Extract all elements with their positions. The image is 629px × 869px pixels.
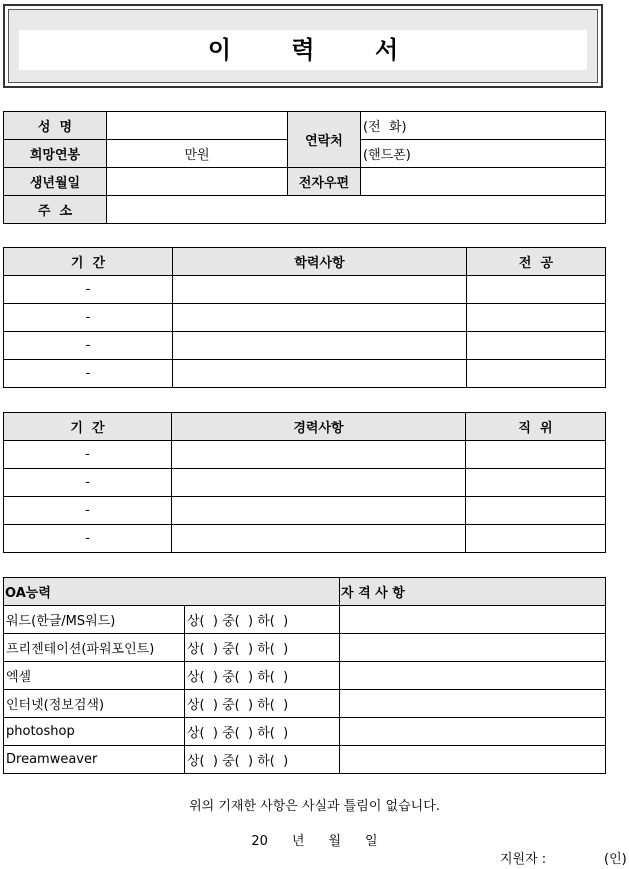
table-row	[4, 441, 606, 469]
edu-school-field[interactable]	[173, 276, 467, 304]
oa-level-selector[interactable]: 상( ) 중( ) 하( )	[185, 718, 340, 746]
oa-item-label: 프리젠테이션(파워포인트)	[4, 634, 185, 662]
salary-label: 희망연봉	[4, 140, 107, 168]
name-field[interactable]	[107, 112, 288, 140]
table-row	[4, 606, 606, 634]
career-period-field[interactable]: -	[4, 441, 172, 469]
contact-label: 연락처	[288, 112, 361, 168]
birth-label: 생년월일	[4, 168, 107, 196]
edu-period-field[interactable]: -	[4, 360, 173, 388]
career-position-header: 직 위	[466, 413, 606, 441]
certification-field[interactable]	[340, 690, 606, 718]
career-company-field[interactable]	[172, 525, 466, 553]
year-field[interactable]: 20	[251, 834, 268, 849]
oa-level-selector[interactable]: 상( ) 중( ) 하( )	[185, 634, 340, 662]
oa-level-selector[interactable]: 상( ) 중( ) 하( )	[185, 662, 340, 690]
oa-item-label: 워드(한글/MS워드)	[4, 606, 185, 634]
phone-field[interactable]: (전 화)	[361, 112, 606, 140]
table-row	[4, 497, 606, 525]
table-row	[4, 662, 606, 690]
title-band	[19, 30, 587, 70]
career-position-field[interactable]	[466, 497, 606, 525]
email-field[interactable]	[361, 168, 606, 196]
oa-item-label: Dreamweaver	[4, 746, 185, 774]
career-company-field[interactable]	[172, 469, 466, 497]
table-row	[4, 469, 606, 497]
page-title: 이 력 서	[207, 36, 425, 64]
certification-field[interactable]	[340, 662, 606, 690]
edu-period-header: 기 간	[4, 248, 173, 276]
career-table	[3, 412, 606, 553]
table-row	[4, 276, 606, 304]
career-period-field[interactable]: -	[4, 525, 172, 553]
birth-field[interactable]	[107, 168, 288, 196]
oa-level-selector[interactable]: 상( ) 중( ) 하( )	[185, 746, 340, 774]
edu-period-field[interactable]: -	[4, 276, 173, 304]
personal-info-table	[3, 111, 606, 224]
day-unit: 일	[365, 834, 378, 849]
edu-school-header: 학력사항	[173, 248, 467, 276]
edu-major-field[interactable]	[467, 276, 606, 304]
address-field[interactable]	[107, 196, 606, 224]
table-row	[4, 634, 606, 662]
title-frame	[8, 9, 598, 83]
table-row	[4, 718, 606, 746]
name-label: 성 명	[4, 112, 107, 140]
edu-school-field[interactable]	[173, 360, 467, 388]
address-label: 주 소	[4, 196, 107, 224]
edu-school-field[interactable]	[173, 332, 467, 360]
edu-major-header: 전 공	[467, 248, 606, 276]
title-box	[3, 4, 603, 88]
edu-period-field[interactable]: -	[4, 304, 173, 332]
table-row	[4, 304, 606, 332]
career-company-field[interactable]	[172, 497, 466, 525]
date-line	[0, 830, 629, 849]
career-period-field[interactable]: -	[4, 497, 172, 525]
table-row	[4, 690, 606, 718]
email-label: 전자우편	[288, 168, 361, 196]
table-row	[4, 525, 606, 553]
oa-level-selector[interactable]: 상( ) 중( ) 하( )	[185, 690, 340, 718]
oa-header: OA능력	[4, 578, 340, 606]
certification-field[interactable]	[340, 718, 606, 746]
certification-field[interactable]	[340, 746, 606, 774]
table-row	[4, 746, 606, 774]
certification-field[interactable]	[340, 634, 606, 662]
career-period-header: 기 간	[4, 413, 172, 441]
edu-major-field[interactable]	[467, 360, 606, 388]
certification-header: 자 격 사 항	[340, 578, 606, 606]
oa-item-label: 인터넷(정보검색)	[4, 690, 185, 718]
oa-item-label: photoshop	[4, 718, 185, 746]
declaration-text: 위의 기재한 사항은 사실과 틀림이 없습니다.	[189, 799, 440, 814]
career-company-field[interactable]	[172, 441, 466, 469]
month-unit: 월	[328, 834, 342, 849]
edu-major-field[interactable]	[467, 332, 606, 360]
salary-field[interactable]: 만원	[107, 140, 288, 168]
career-position-field[interactable]	[466, 441, 606, 469]
table-row	[4, 332, 606, 360]
mobile-field[interactable]: (핸드폰)	[361, 140, 606, 168]
edu-major-field[interactable]	[467, 304, 606, 332]
seal-label: (인)	[604, 852, 627, 867]
career-position-field[interactable]	[466, 469, 606, 497]
edu-school-field[interactable]	[173, 304, 467, 332]
career-position-field[interactable]	[466, 525, 606, 553]
oa-skills-table	[3, 577, 606, 774]
oa-level-selector[interactable]: 상( ) 중( ) 하( )	[185, 606, 340, 634]
year-unit: 년	[291, 834, 305, 849]
oa-item-label: 엑셀	[4, 662, 185, 690]
table-row	[4, 360, 606, 388]
certification-field[interactable]	[340, 606, 606, 634]
career-period-field[interactable]: -	[4, 469, 172, 497]
applicant-label: 지원자 :	[500, 852, 547, 867]
education-table	[3, 247, 606, 388]
edu-period-field[interactable]: -	[4, 332, 173, 360]
career-company-header: 경력사항	[172, 413, 466, 441]
